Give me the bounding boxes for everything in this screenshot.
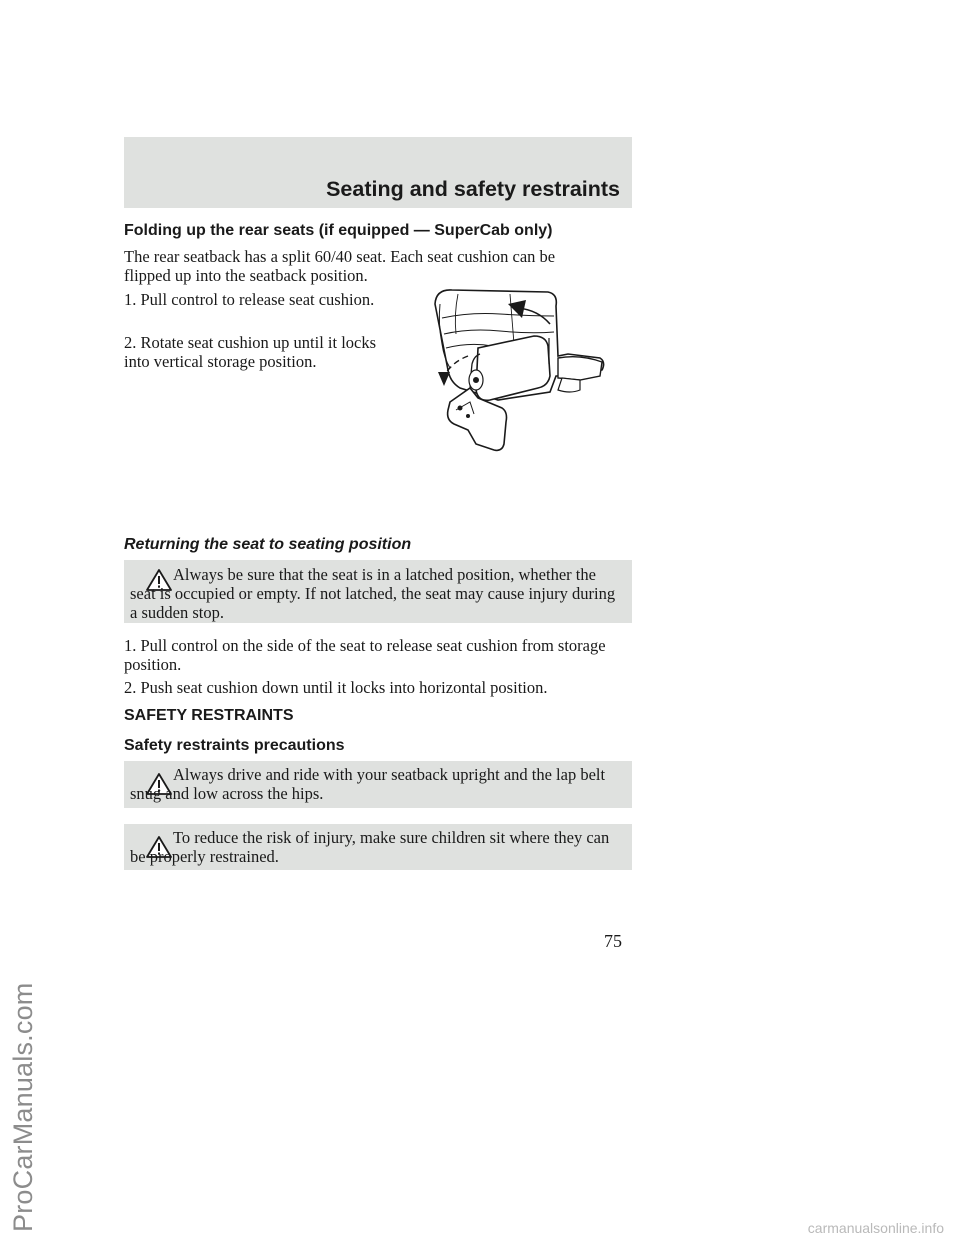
warning-text-seatback: Always drive and ride with your seatback upright and the lap belt snug and low across the hips.: [130, 765, 606, 803]
footer-watermark: carmanualsonline.info: [807, 1220, 944, 1236]
returning-heading: Returning the seat to seating position: [124, 536, 412, 553]
folding-heading: Folding up the rear seats (if equipped — SuperCab only): [124, 222, 553, 239]
returning-step-2: 2. Push seat cushion down until it locks into horizontal position.: [124, 678, 548, 697]
warning-box-latched: [124, 560, 632, 623]
warning-text-children: To reduce the risk of injury, make sure children sit where they can be properly restrained.: [130, 828, 610, 866]
warning-text-latched: Always be sure that the seat is in a latched position, whether the seat is occupied or empty. If not latched, the seat may cause injury during a sudden stop.: [130, 565, 616, 622]
section-header: [124, 137, 632, 208]
page-title: Seating and safety restraints: [326, 177, 620, 201]
rear-seat-folding-illustration: [430, 284, 608, 454]
folding-intro: The rear seatback has a split 60/40 seat. Each seat cushion can be flipped up into the seatback position.: [124, 247, 556, 285]
page-number: 75: [604, 931, 622, 951]
returning-step-1: 1. Pull control on the side of the seat to release seat cushion from storage position.: [124, 636, 606, 674]
safety-subheading: Safety restraints precautions: [124, 737, 345, 754]
warning-box-children: [124, 824, 632, 870]
warning-box-seatback: [124, 761, 632, 808]
safety-heading: SAFETY RESTRAINTS: [124, 707, 294, 724]
folding-step-2: 2. Rotate seat cushion up until it locks into vertical storage position.: [124, 333, 377, 371]
folding-step-1: 1. Pull control to release seat cushion.: [124, 290, 375, 309]
side-watermark: ProCarManuals.com: [8, 982, 38, 1232]
